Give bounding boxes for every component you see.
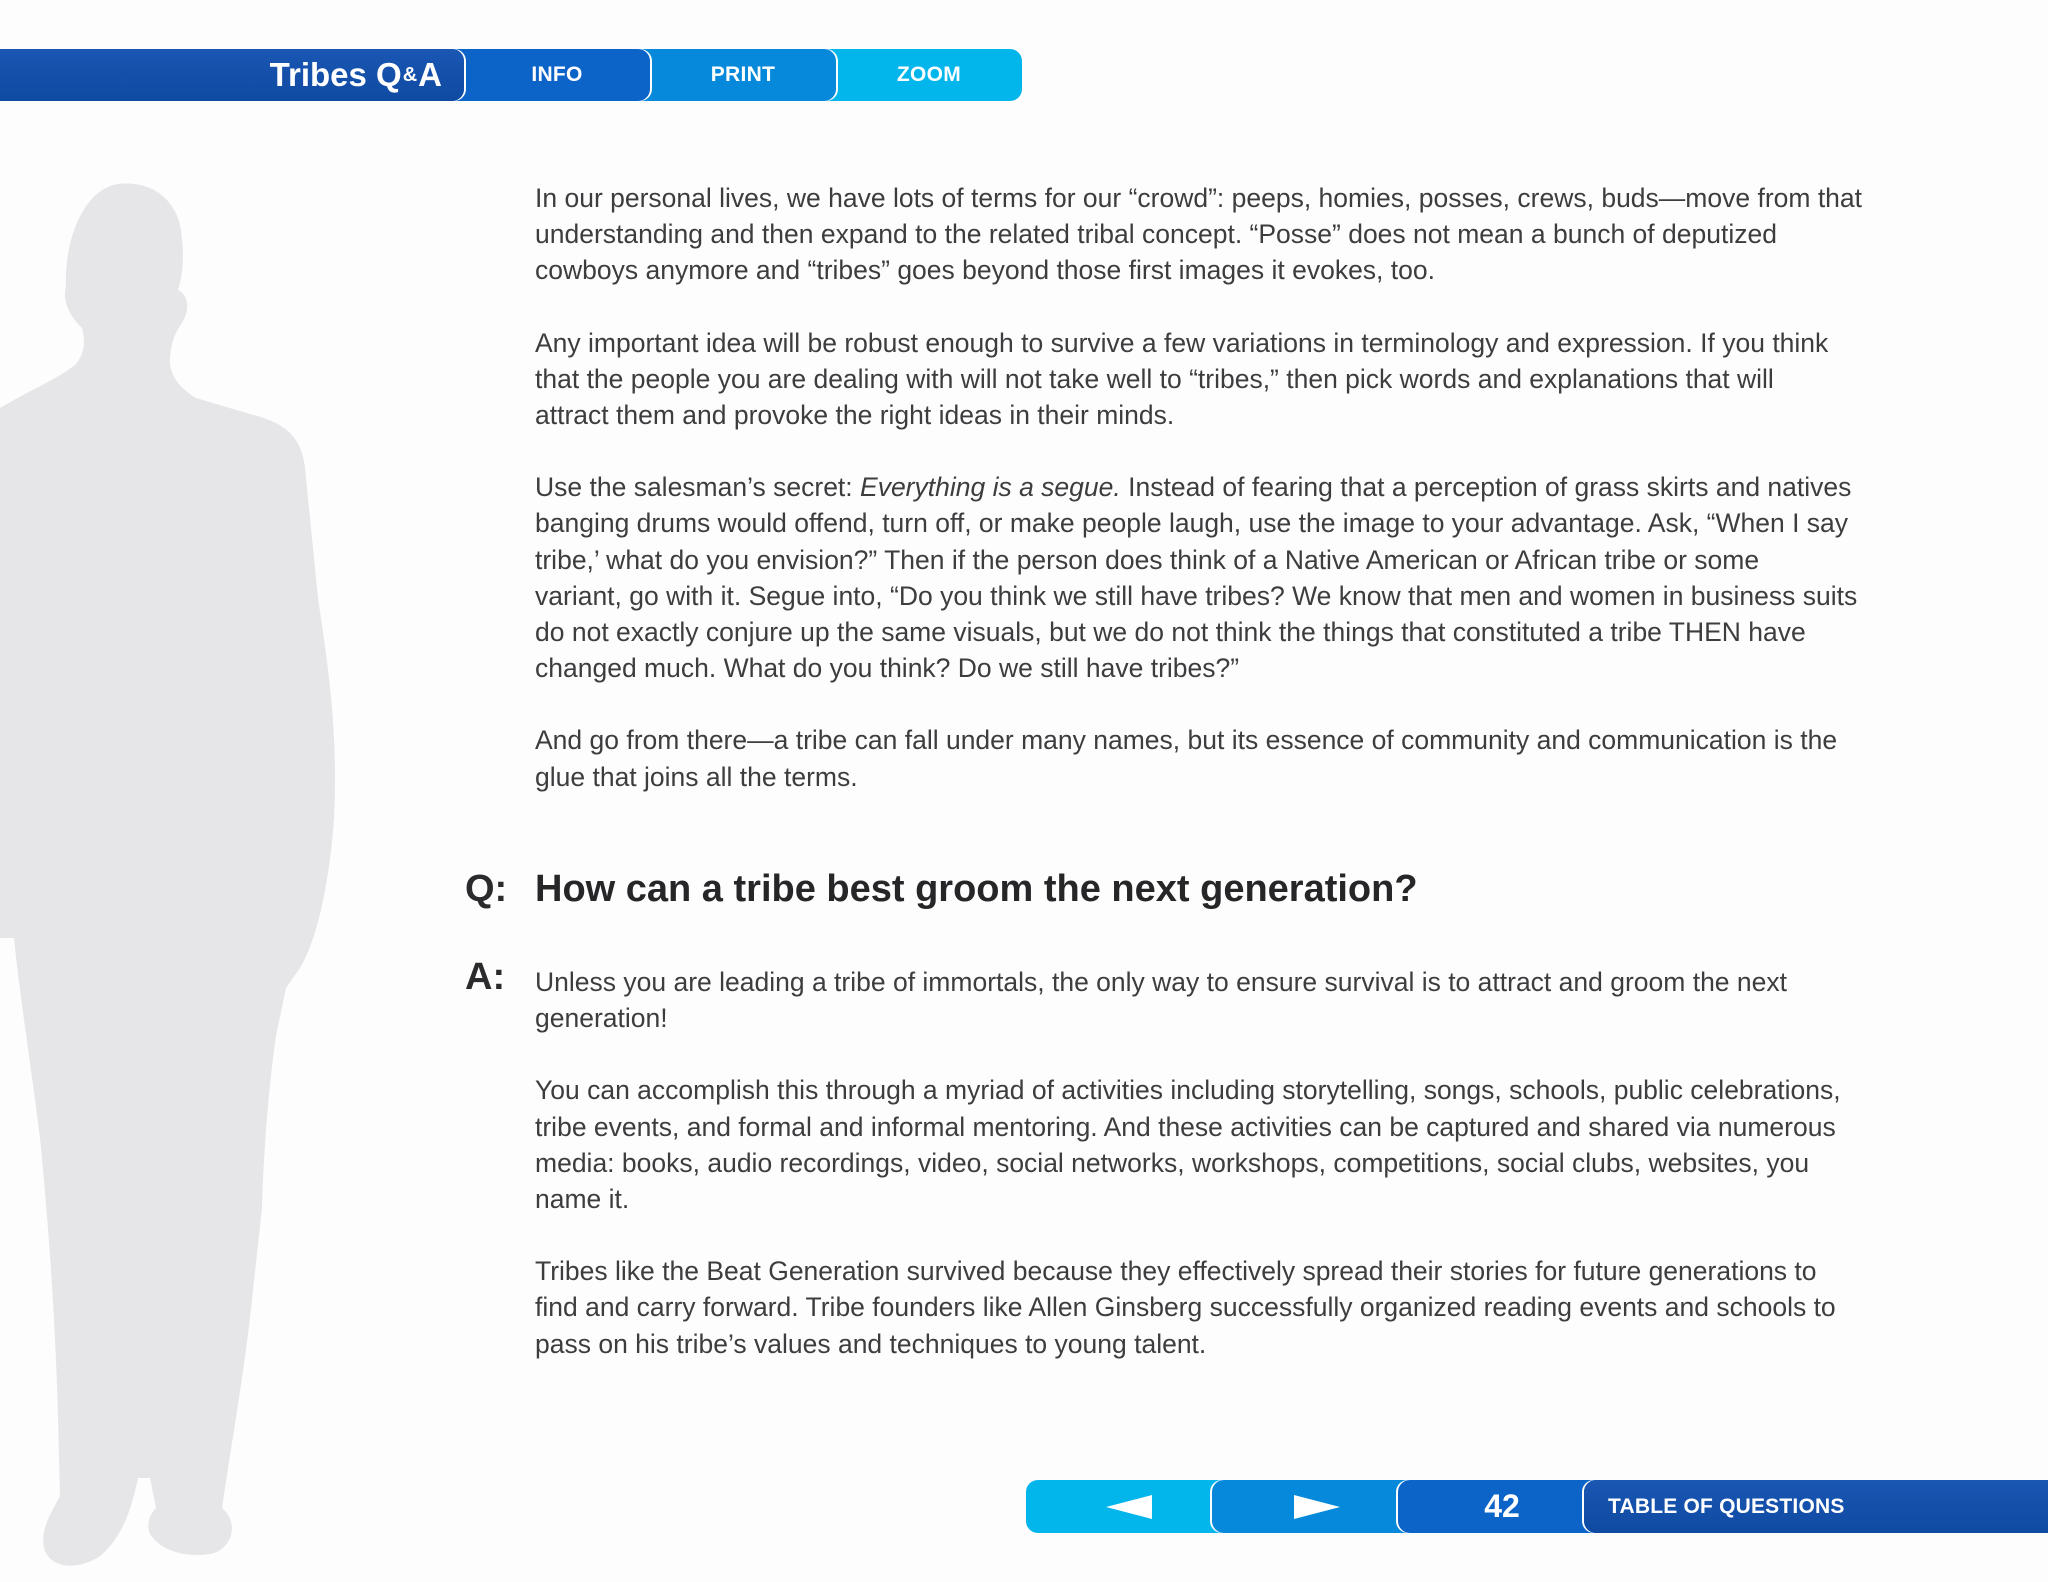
paragraph-salesman-secret <box>535 469 1865 686</box>
paragraph-robust-idea <box>535 325 1865 434</box>
info-tab[interactable]: INFO <box>442 49 650 101</box>
table-of-questions-button[interactable]: TABLE OF QUESTIONS <box>1584 1480 2048 1533</box>
text-line: understanding and then expand to the related tribal concept. “Posse” does not mean a bunch of deputized <box>535 219 1777 250</box>
text-line: changed much. What do you think? Do we still have tribes?” <box>535 653 1240 684</box>
text-line: Any important idea will be robust enough to survive a few variations in terminology and expression. If you think <box>535 327 1829 358</box>
answer-paragraph-immortals <box>535 964 1865 1036</box>
answer-paragraph-activities <box>535 1072 1865 1217</box>
text-line: name it. <box>535 1184 630 1215</box>
print-tab[interactable]: PRINT <box>628 49 836 101</box>
text-line: glue that joins all the terms. <box>535 761 858 792</box>
text-line: You can accomplish this through a myriad of activities including storytelling, songs, schools, public celebrations, <box>535 1075 1841 1106</box>
zoom-tab[interactable]: ZOOM <box>814 49 1022 101</box>
app-title-q: Tribes Q <box>269 56 402 93</box>
app-title-a: A <box>418 56 442 93</box>
page-number: 42 <box>1398 1480 1606 1533</box>
text-line: cowboys anymore and “tribes” goes beyond those first images it evokes, too. <box>535 255 1435 286</box>
question-heading: How can a tribe best groom the next generation? <box>535 868 1418 910</box>
answer-paragraph-beat-generation <box>535 1253 1865 1362</box>
paragraph-crowd-terms <box>535 180 1865 289</box>
text-line: Tribes like the Beat Generation survived because they effectively spread their stories for future generations to <box>535 1256 1817 1287</box>
bottom-navigation-bar <box>1026 1480 2048 1533</box>
text-line: banging drums would offend, turn off, or make people laugh, use the image to your advantage. Ask, “When I say <box>535 508 1849 539</box>
article-body <box>535 180 1865 795</box>
top-navigation-bar <box>0 49 1022 101</box>
text-line: that the people you are dealing with will not take well to “tribes,” then pick words and explanations that will <box>535 363 1774 394</box>
text-line-segue <box>535 469 1865 505</box>
text-line: variant, go with it. Segue into, “Do you think we still have tribes? We know that men and women in business suits <box>535 580 1858 611</box>
text-line: tribe,’ what do you envision?” Then if the person does think of a Native American or African tribe or some <box>535 544 1760 575</box>
segue-before: Use the salesman’s secret: <box>535 472 861 503</box>
segue-after: Instead of fearing that a perception of grass skirts and natives <box>1120 472 1852 503</box>
app-title-ampersand: & <box>402 63 418 86</box>
right-arrow-icon <box>1292 1495 1340 1519</box>
text-line: generation! <box>535 1003 668 1034</box>
question-label: Q: <box>465 868 508 910</box>
paragraph-go-from-there <box>535 722 1865 794</box>
previous-page-button[interactable] <box>1026 1480 1234 1533</box>
text-line: do not exactly conjure up the same visuals, but we do not think the things that constituted a tribe THEN have <box>535 617 1806 648</box>
text-line: media: books, audio recordings, video, social networks, workshops, competitions, social clubs, websites, you <box>535 1147 1810 1178</box>
text-line: attract them and provoke the right ideas in their minds. <box>535 400 1175 431</box>
text-line: pass on his tribe’s values and techniques to young talent. <box>535 1328 1207 1359</box>
left-arrow-icon <box>1106 1495 1154 1519</box>
text-line: find and carry forward. Tribe founders like Allen Ginsberg successfully organized reading events and schools to <box>535 1292 1836 1323</box>
text-line: And go from there—a tribe can fall under many names, but its essence of community and communication is the <box>535 725 1838 756</box>
segue-italic: Everything is a segue. <box>860 472 1121 503</box>
text-line: In our personal lives, we have lots of terms for our “crowd”: peeps, homies, posses, crews, buds—move from that <box>535 183 1863 213</box>
person-silhouette-image <box>0 178 345 1573</box>
text-line: Unless you are leading a tribe of immortals, the only way to ensure survival is to attract and groom the next <box>535 967 1787 997</box>
answer-body <box>535 964 1865 1362</box>
answer-label: A: <box>465 956 506 998</box>
app-title <box>0 49 464 101</box>
next-page-button[interactable] <box>1212 1480 1420 1533</box>
text-line: tribe events, and formal and informal mentoring. And these activities can be captured and shared via numerous <box>535 1111 1836 1142</box>
